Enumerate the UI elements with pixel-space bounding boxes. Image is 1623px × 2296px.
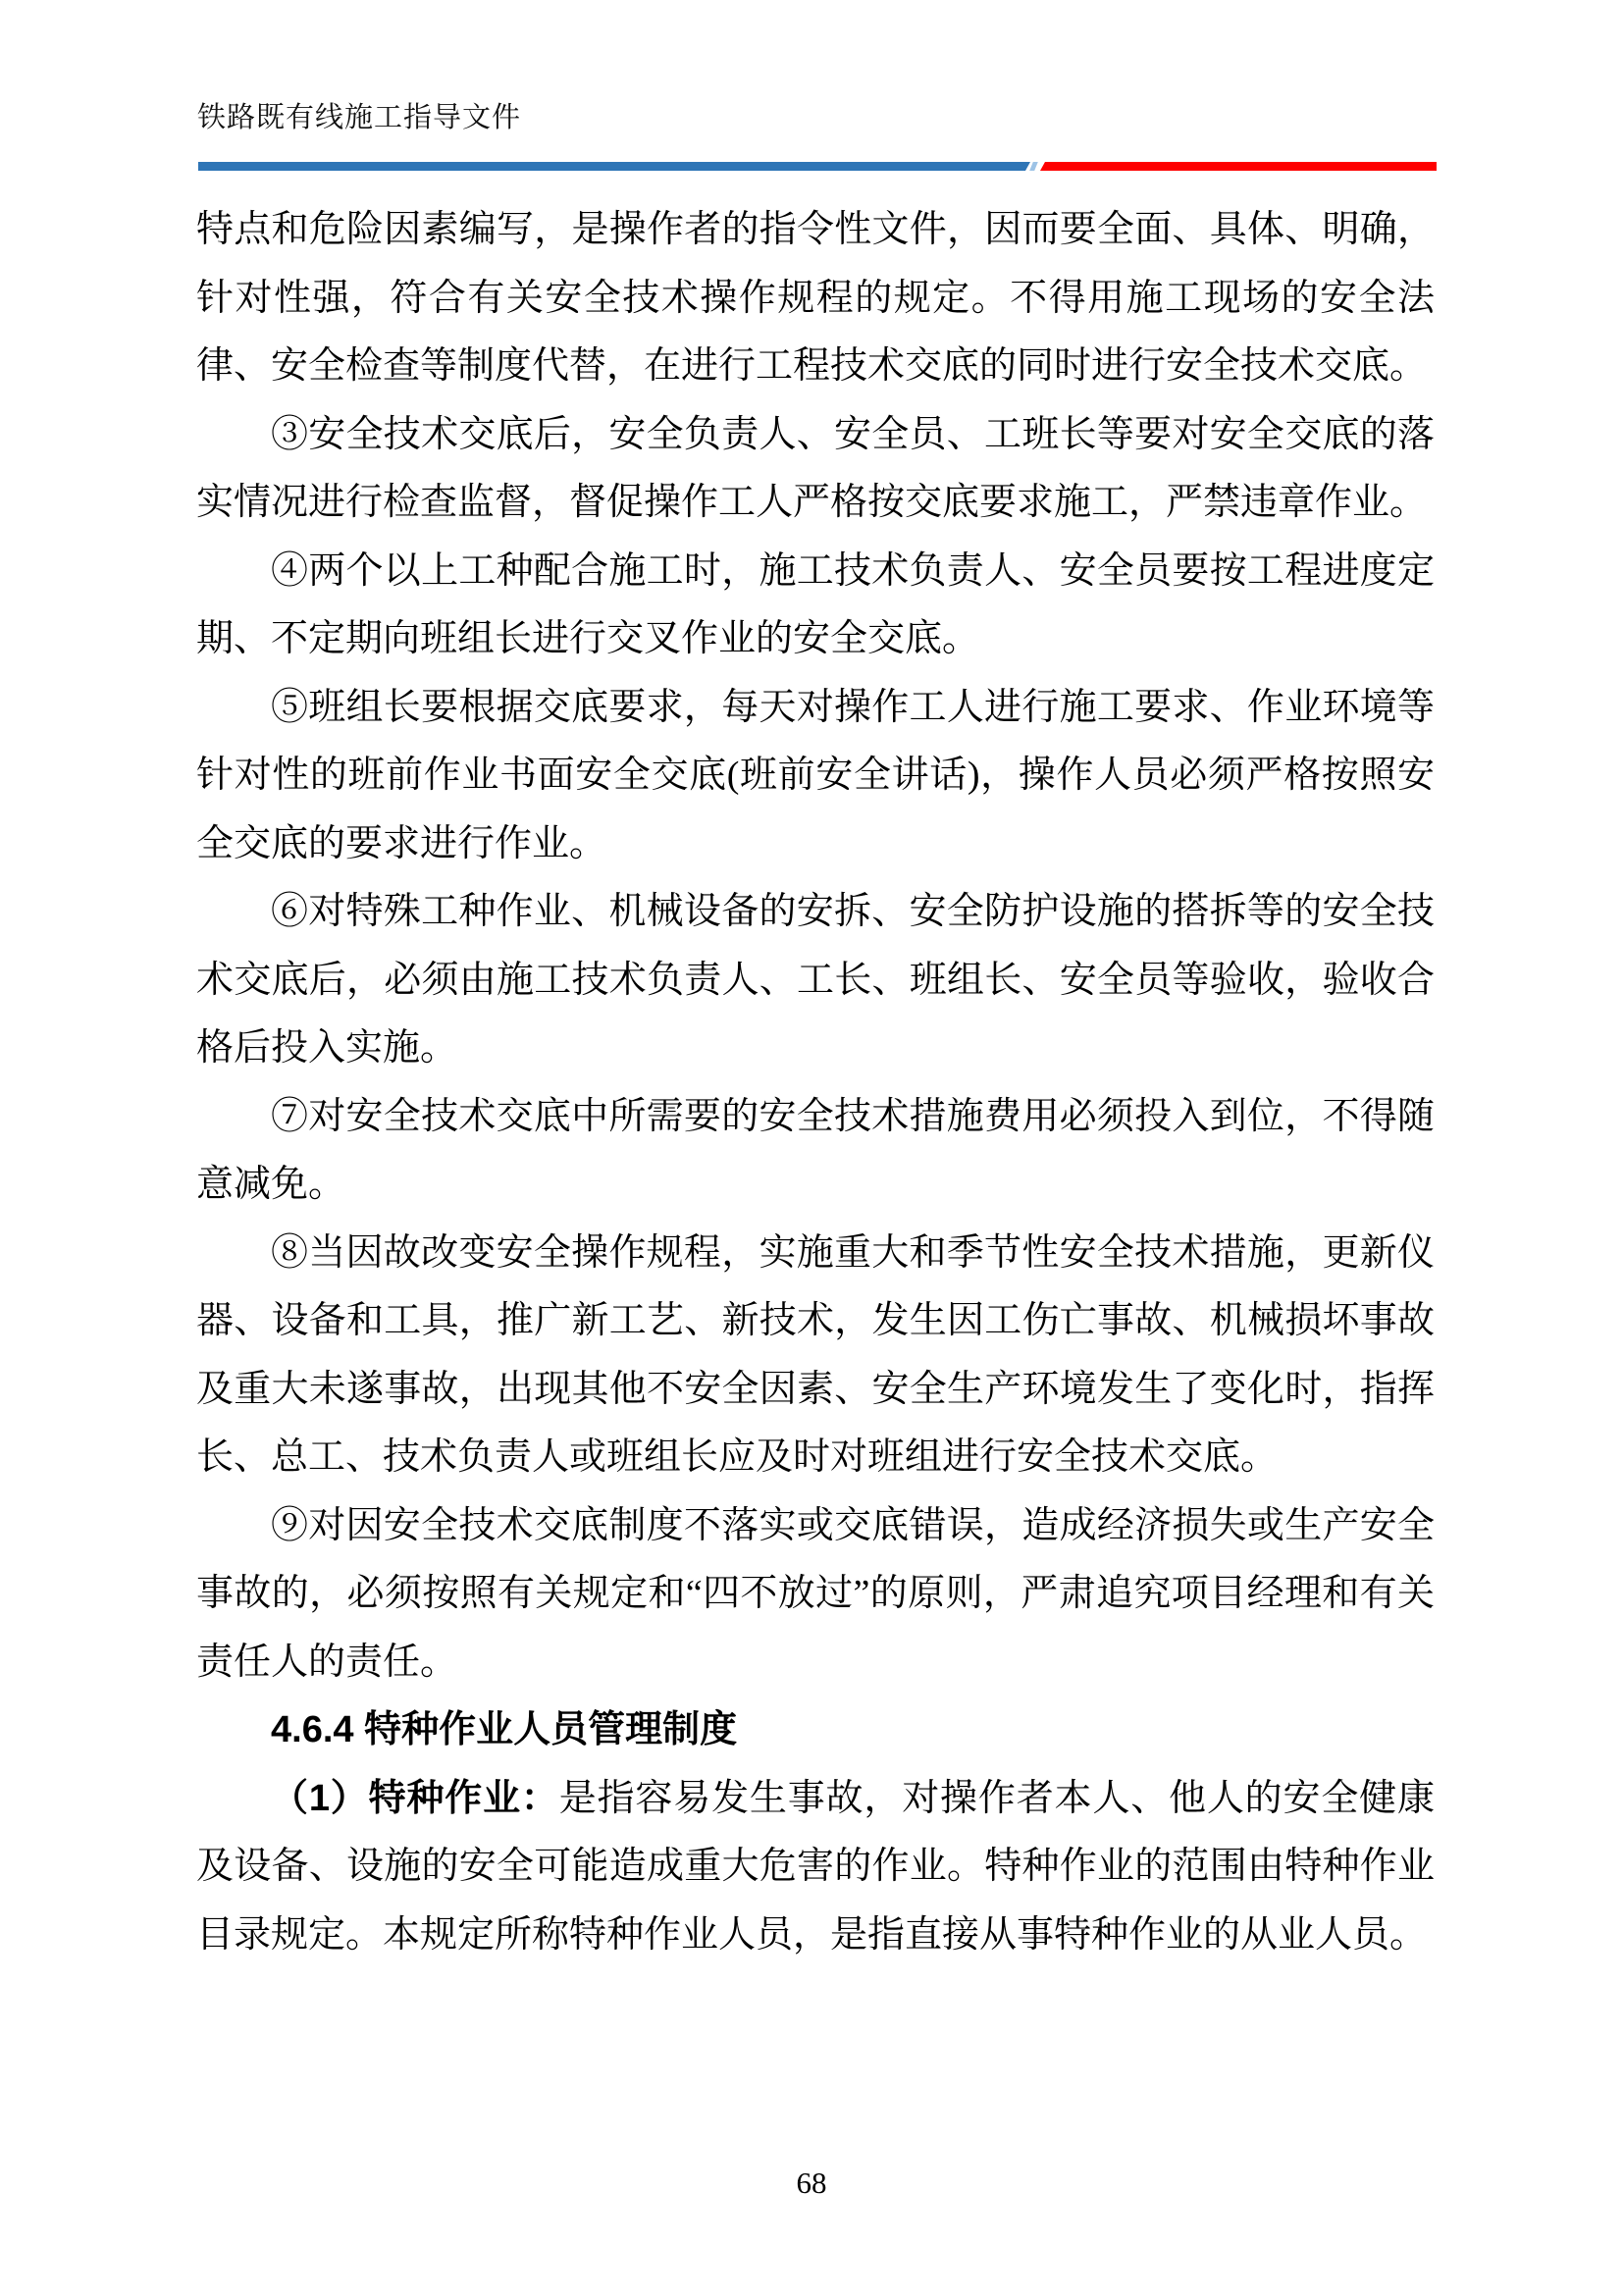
paragraph: ⑥对特殊工种作业、机械设备的安拆、安全防护设施的搭拆等的安全技术交底后，必须由施工技术负责人、工长、班组长、安全员等验收，验收合格后投入实施。 [196, 891, 1435, 1069]
header-divider [198, 162, 1437, 171]
paragraph: ⑤班组长要根据交底要求，每天对操作工人进行施工要求、作业环境等针对性的班前作业书面安全交底(班前安全讲话)，操作人员必须严格按照安全交底的要求进行作业。 [196, 686, 1435, 864]
page-footer [0, 2164, 1623, 2203]
paragraph: ⑨对因安全技术交底制度不落实或交底错误，造成经济损失或生产安全事故的，必须按照有关规定和“四不放过”的原则，严肃追究项目经理和有关责任人的责任。 [196, 1504, 1435, 1683]
page-number: 68 [796, 2166, 827, 2200]
paragraph [196, 1765, 1435, 1970]
paragraph: ③安全技术交底后，安全负责人、安全员、工班长等要对安全交底的落实情况进行检查监督，督促操作工人严格按交底要求施工，严禁违章作业。 [196, 413, 1435, 523]
paragraph: ⑧当因故改变安全操作规程，实施重大和季节性安全技术措施，更新仪器、设备和工具，推广新工艺、新技术，发生因工伤亡事故、机械损坏事故及重大未遂事故，出现其他不安全因素、安全生产环境发生了变化时，指挥长、总工、技术负责人或班组长应及时对班组进行安全技术交底。 [196, 1231, 1435, 1478]
running-header-title: 铁路既有线施工指导文件 [197, 102, 522, 133]
divider-red-segment [1040, 162, 1437, 171]
paragraph: 特点和危险因素编写，是操作者的指令性文件，因而要全面、具体、明确，针对性强，符合有关安全技术操作规程的规定。不得用施工现场的安全法律、安全检查等制度代替，在进行工程技术交底的同时进行安全技术交底。 [196, 209, 1435, 387]
divider-light-sliver [1029, 162, 1038, 171]
paragraph: ④两个以上工种配合施工时，施工技术负责人、安全员要按工程进度定期、不定期向班组长进行交叉作业的安全交底。 [196, 549, 1435, 659]
paragraph: ⑦对安全技术交底中所需要的安全技术措施费用必须投入到位，不得随意减免。 [196, 1095, 1435, 1205]
section-heading: 4.6.4 特种作业人员管理制度 [271, 1709, 738, 1750]
paragraph-bold-lead: （1）特种作业： [271, 1777, 559, 1819]
divider-blue-segment [198, 162, 1030, 171]
paragraph-text: 是指容易发生事故，对操作者本人、他人的安全健康及设备、设施的安全可能造成重大危害的作业。特种作业的范围由特种作业目录规定。本规定所称特种作业人员，是指直接从事特种作业的从业人员。 [196, 1777, 1435, 1956]
document-body [196, 196, 1435, 1969]
